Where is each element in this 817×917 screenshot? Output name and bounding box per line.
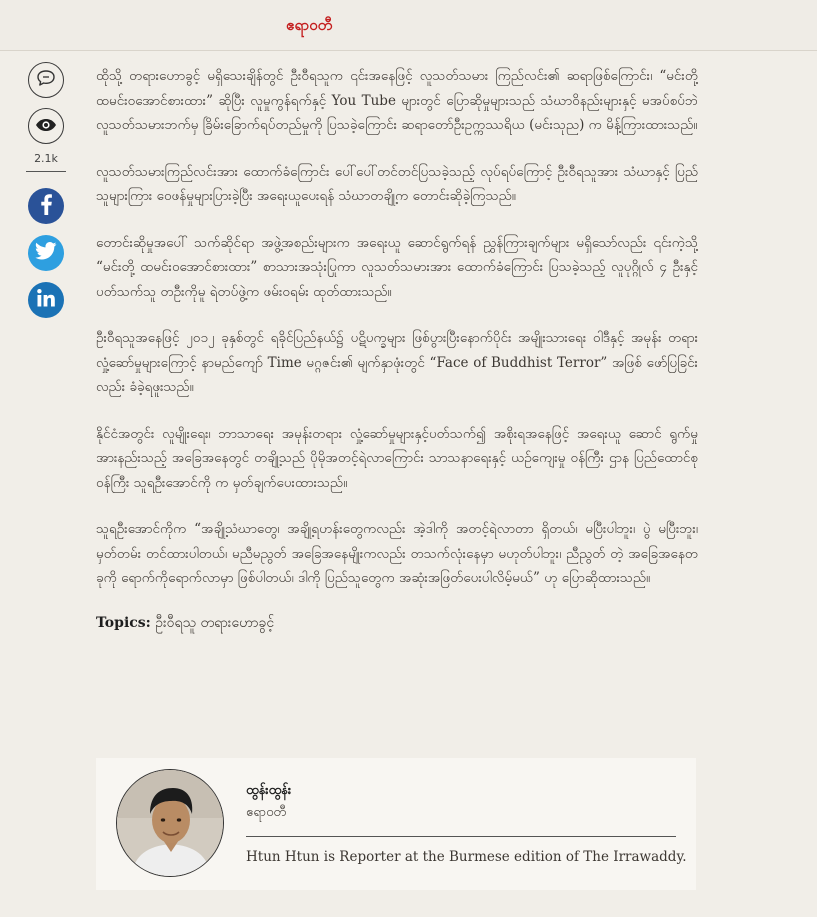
article-body <box>96 64 698 634</box>
share-rail <box>24 62 68 329</box>
brand-logo[interactable]: ဧရာဝတီ <box>286 16 333 34</box>
author-divider <box>246 836 676 837</box>
facebook-share-button[interactable] <box>28 188 64 224</box>
author-card <box>96 758 696 890</box>
author-name[interactable]: ထွန်းထွန်း <box>246 783 292 798</box>
article-paragraph: နိုင်ငံအတွင်း လူမျိုးရေး၊ ဘာသာရေး အမုန်းတရား လှုံ့ဆော်မှုများနှင့်ပတ်သက်၍ အစိုးရအနေဖြင့် အရေးယူ ဆောင် ရွက်မှု အားနည်းသည့် အခြေအနေတွင် တချို့သည် ပိုမိုအတင့်ရဲလာကြောင်း သာသနာရေးနှင့် ယဉ်ကျေးမှု ဝန်ကြီး ဌာန ပြည်ထောင်စု ဝန်ကြီး သူရဦးအောင်ကို က မှတ်ချက်ပေးထားသည်။ <box>96 425 698 491</box>
article-paragraph: သူရဦးအောင်ကိုက “အချို့သံဃာတွေ၊ အချို့ရဟန်းတွေကလည်း အဲ့ဒါကို အတင့်ရဲလာတာ ရှိတယ်၊ မပြီးပါဘူး၊ ပွဲ မပြီးဘူး၊ မှတ်တမ်း တင်ထားပါတယ်၊ မညီမညွတ် အခြေအနေမျိုးကလည်း တသက်လုံးနေမှာ မဟုတ်ပါဘူး၊ ညီညွတ် တဲ့ အခြေအနေတခုကို ရောက်ကိုရောက်လာမှာ ဖြစ်ပါတယ်၊ ဒါကို ပြည်သူတွေက အဆုံးအဖြတ်ပေးပါလိမ့်မယ်” ဟု ပြောဆိုထားသည်။ <box>96 521 698 586</box>
eye-icon <box>35 117 57 136</box>
article-paragraph: လူသတ်သမားကြည်လင်းအား ထောက်ခံကြောင်း ပေါ်ပေါ်တင်တင်ပြသခဲ့သည့် လုပ်ရပ်ကြောင့် ဦးဝီရသူအား သံဃာနှင့် ပြည်သူများကြား ဝေဖန်မှုများပြားခဲ့ပြီး အရေးယူပေးရန် သံဃာတချို့က တောင်းဆိုခဲ့ကြသည်။ <box>96 163 698 204</box>
author-avatar[interactable] <box>116 769 224 877</box>
twitter-icon <box>35 242 57 264</box>
rail-divider <box>26 171 66 172</box>
comment-icon <box>36 69 56 91</box>
views-count: 2.1k <box>34 152 58 165</box>
linkedin-icon <box>36 288 56 312</box>
article-paragraph: ထိုသို့ တရားဟောခွင့် မရှိသေးချိန်တွင် ဦးဝီရသူက ၎င်းအနေဖြင့် လူသတ်သမား ကြည်လင်း၏ ဆရာဖြစ်ကြောင်း၊ “မင်းတို့ ထမင်းဝအောင်စားထား” ဆိုပြီး လူမှုကွန်ရက်နှင့် You Tube များတွင် ပြောဆိုမှုများသည် သံဃာဝိနည်းများနှင့် မအပ်စပ်ဘဲ လူသတ်သမားဘက်မှ ခြိမ်းခြောက်ရပ်တည်မှုကို ပြသခဲ့ကြောင်း ဆရာတော်ဦးဥက္ကဿရိယ (မင်းသုည) က မိန့်ကြားထားသည်။ <box>96 68 698 133</box>
author-bio: Htun Htun is Reporter at the Burmese edition of The Irrawaddy. <box>246 849 687 865</box>
topics-label: Topics: <box>96 614 151 631</box>
linkedin-share-button[interactable] <box>28 282 64 318</box>
comment-button[interactable] <box>28 62 64 98</box>
author-outlet: ဧရာဝတီ <box>246 805 287 820</box>
article-paragraph: တောင်းဆိုမှုအပေါ် သက်ဆိုင်ရာ အဖွဲ့အစည်းများက အရေးယူ ဆောင်ရွက်ရန် ညွှန်ကြားချက်များ မရှိသော်လည်း ၎င်းကဲ့သို့ “မင်းတို့ ထမင်းဝအောင်စားထား” စာသားအသုံးပြုကာ လူသတ်သမားအား ထောက်ခံကြောင်း ပြသခဲ့သည့် လူပုဂ္ဂိုလ် ၄ ဦးနှင့် ပတ်သက်သူ တဦးကိုမူ ရဲတပ်ဖွဲ့က ဖမ်းဝရမ်း ထုတ်ထားသည်။ <box>96 234 698 300</box>
facebook-icon <box>39 193 53 219</box>
views-button[interactable] <box>28 108 64 144</box>
top-bar <box>0 0 817 51</box>
topic-link[interactable]: ဦးဝီရသူ တရားဟောခွင့် <box>155 614 275 631</box>
twitter-share-button[interactable] <box>28 235 64 271</box>
article-paragraph: ဦးဝီရသူအနေဖြင့် ၂၀၁၂ ခုနှစ်တွင် ရခိုင်ပြည်နယ်၌ ပဋိပက္ခများ ဖြစ်ပွားပြီးနောက်ပိုင်း အမျိုးသားရေး ဝါဒီနှင့် အမုန်း တရား လှုံ့ဆော်မှုများကြောင့် နာမည်ကျော် Time မဂ္ဂဇင်း၏ မျက်နှာဖုံးတွင် “Face of Buddhist Terror” အဖြစ် ဖော်ပြခြင်းလည်း ခံခဲ့ရဖူးသည်။ <box>96 330 698 395</box>
topics-row <box>96 613 698 634</box>
